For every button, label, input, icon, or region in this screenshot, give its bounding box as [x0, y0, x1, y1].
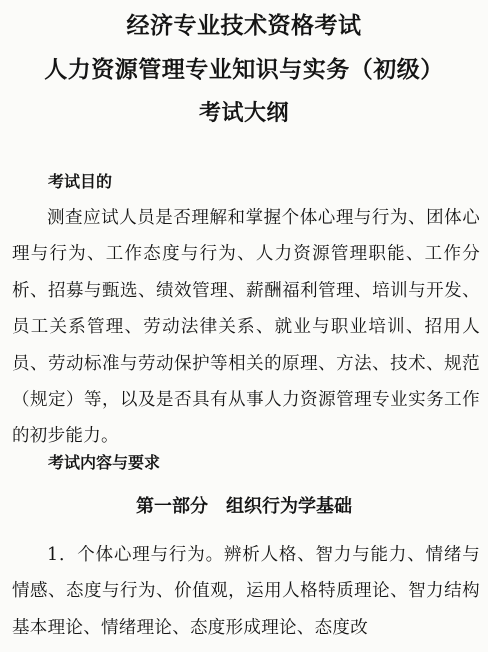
document-title-line-3: 考试大纲: [198, 101, 289, 126]
section-heading-purpose: 考试目的: [48, 172, 113, 191]
item-1-paragraph: 1．个体心理与行为。辨析人格、智力与能力、情绪与情感、态度与行为、价值观，运用人格特质理论、智力结构基本理论、情绪理论、态度形成理论、态度改: [12, 545, 480, 638]
purpose-paragraph: 测查应试人员是否理解和掌握个体心理与行为、团体心理与行为、工作态度与行为、人力资源管理职能、工作分析、招募与甄选、绩效管理、薪酬福利管理、培训与开发、员工关系管理、劳动法律关系、就业与职业培训、招用人员、劳动标准与劳动保护等相关的原理、方法、技术、规范（规定）等，以及是否具有从事人力资源管理专业实务工作的初步能力。: [12, 208, 480, 447]
part-one-title: 第一部分 组织行为学基础: [136, 496, 352, 517]
section-heading-content: 考试内容与要求: [48, 453, 161, 472]
document-title-line-2: 人力资源管理专业知识与实务（初级）: [44, 57, 444, 83]
document-title-line-1: 经济专业技术资格考试: [126, 13, 362, 39]
